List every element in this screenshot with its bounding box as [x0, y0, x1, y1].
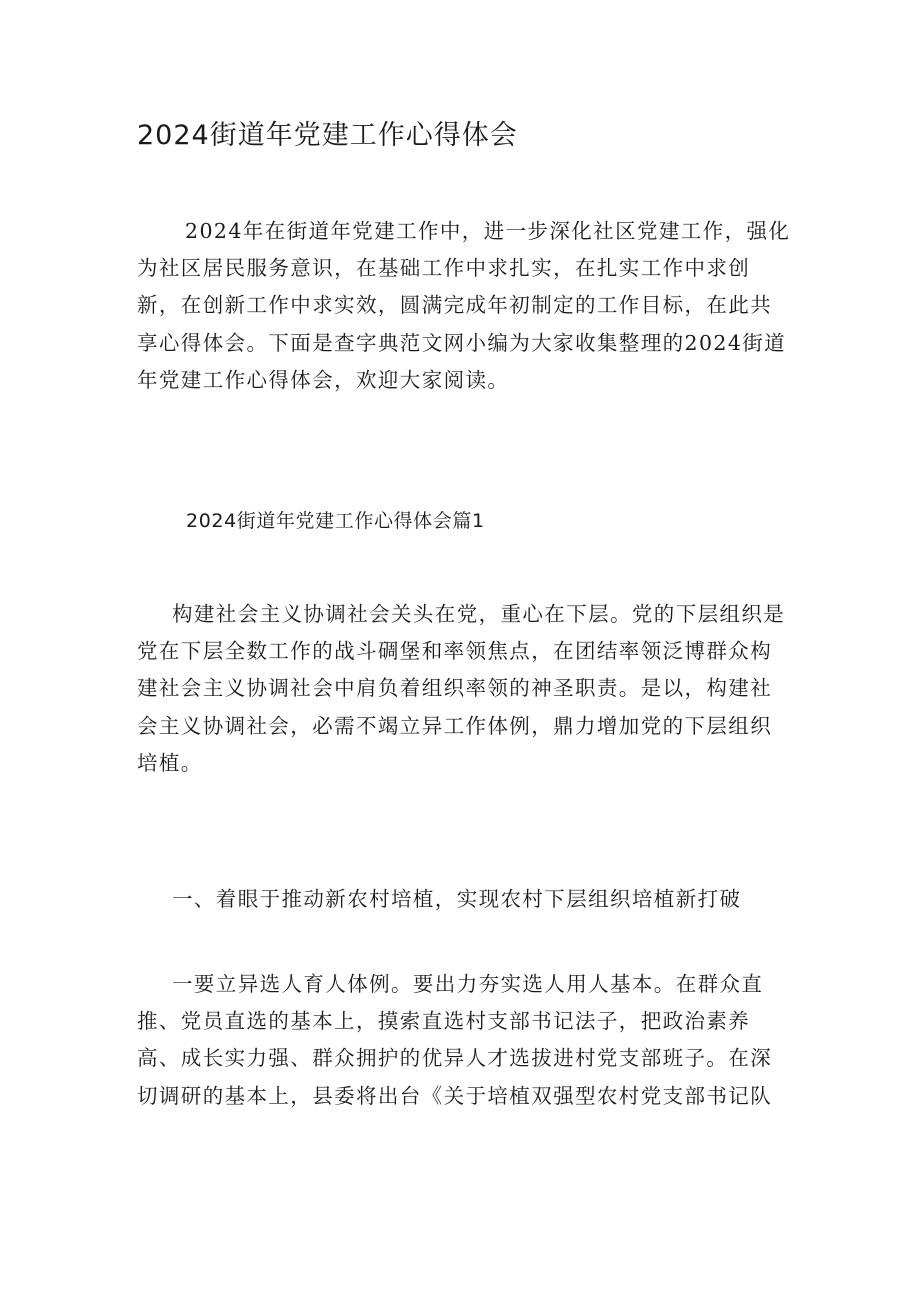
body-paragraph-1: [137, 596, 787, 782]
heading-1: 一、着眼于推动新农村培植，实现农村下层组织培植新打破: [172, 887, 742, 911]
text-line: 建社会主义协调社会中肩负着组织率领的神圣职责。是以，构建社: [137, 676, 773, 701]
text-line: 新，在创新工作中求实效，圆满完成年初制定的工作目标，在此共: [137, 293, 773, 318]
text-line: 年党建工作心得体会，欢迎大家阅读。: [137, 367, 510, 392]
text-line: 享心得体会。下面是查字典范文网小编为大家收集整理的2024街道: [137, 330, 787, 355]
text-line: 一要立异选人育人体例。要出力夯实选人用人基本。在群众直: [172, 972, 764, 996]
text-line: 推、党员直选的基本上，摸索直选村支部书记法子，把政治素养: [137, 1009, 751, 1034]
body-paragraph-2: [137, 966, 787, 1115]
text-line: 切调研的基本上，县委将出台《关于培植双强型农村党支部书记队: [137, 1083, 773, 1108]
text-line: 高、成长实力强、群众拥护的优异人才选拔进村党支部班子。在深: [137, 1046, 773, 1071]
section-title: 2024街道年党建工作心得体会篇1: [186, 510, 485, 532]
document-title: 2024街道年党建工作心得体会: [137, 120, 518, 151]
text-line: 会主义协调社会，必需不竭立异工作体例，鼎力增加党的下层组织: [137, 713, 773, 738]
text-line: 为社区居民服务意识，在基础工作中求扎实，在扎实工作中求创: [137, 256, 751, 281]
text-line: 构建社会主义协调社会关头在党，重心在下层。党的下层组织是: [172, 602, 786, 626]
intro-paragraph: [137, 213, 791, 399]
text-line: 2024年在街道年党建工作中，进一步深化社区党建工作，强化: [185, 219, 791, 243]
text-line: 党在下层全数工作的战斗碉堡和率领焦点，在团结率领泛博群众构: [137, 639, 773, 664]
text-line: 培植。: [137, 750, 203, 775]
